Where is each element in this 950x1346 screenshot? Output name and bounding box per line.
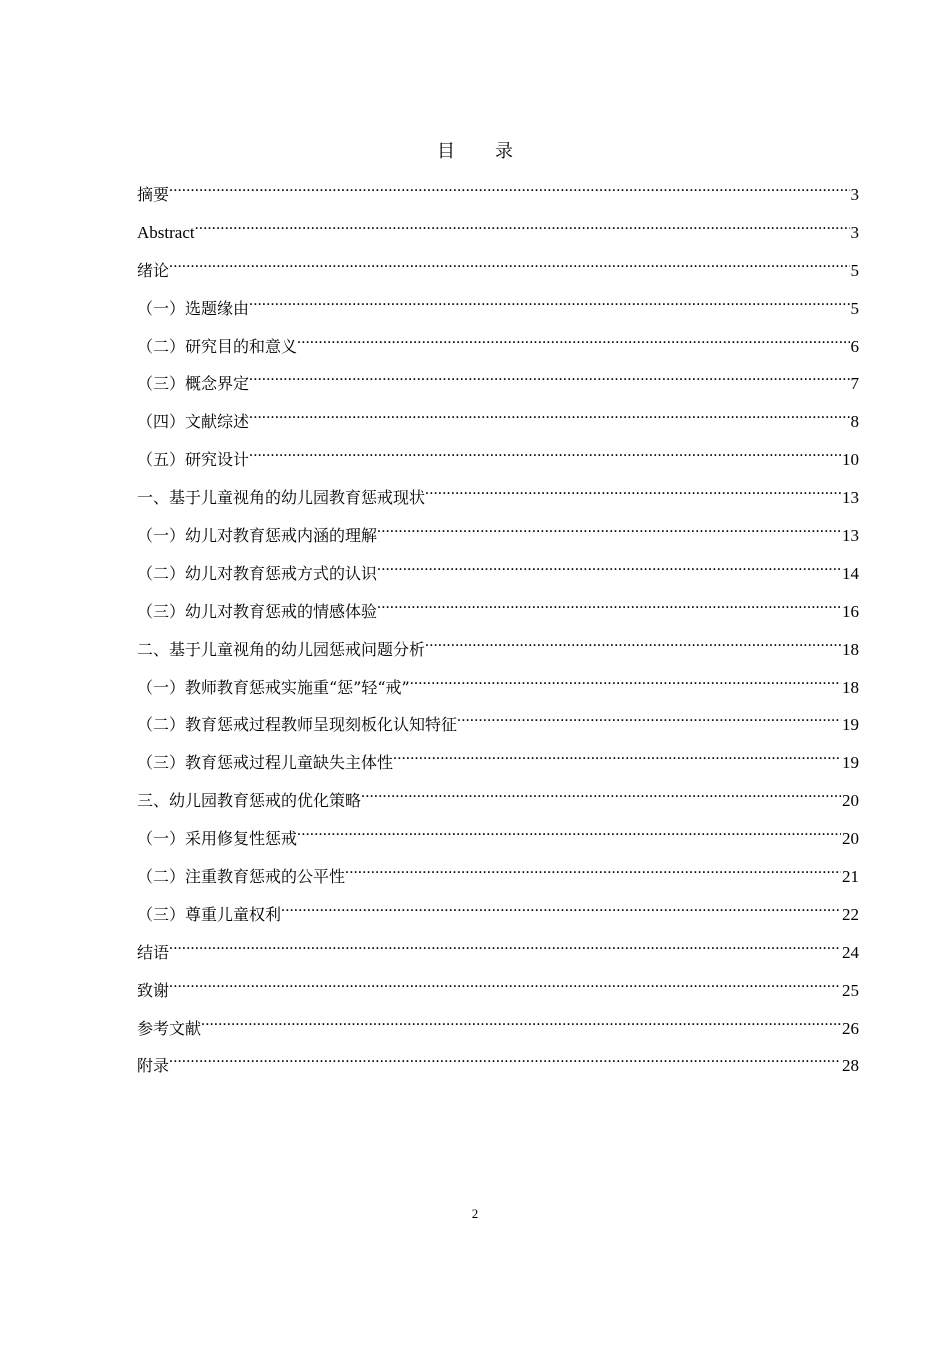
toc-leader-dots bbox=[425, 629, 841, 655]
toc-leader-dots bbox=[297, 326, 849, 352]
toc-entry[interactable] bbox=[137, 363, 859, 401]
toc-entry-page: 7 bbox=[850, 374, 859, 394]
toc-leader-dots bbox=[169, 1045, 841, 1071]
toc-entry-page: 21 bbox=[842, 867, 859, 887]
toc-entry-label: 三、幼儿园教育惩戒的优化策略 bbox=[137, 791, 362, 811]
toc-entry[interactable] bbox=[137, 250, 859, 288]
toc-leader-dots bbox=[249, 363, 849, 389]
toc-entry-label: 致谢 bbox=[137, 980, 170, 1000]
toc-entry[interactable] bbox=[137, 288, 859, 326]
toc-entry-label: （四）文献综述 bbox=[137, 412, 250, 432]
toc-entry[interactable] bbox=[137, 591, 859, 629]
toc-entry-page: 5 bbox=[850, 298, 859, 318]
toc-entry[interactable] bbox=[137, 439, 859, 477]
toc-entry[interactable] bbox=[137, 970, 859, 1008]
toc-entry-page: 6 bbox=[850, 336, 859, 356]
toc-leader-dots bbox=[249, 439, 841, 465]
toc-entry-page: 20 bbox=[842, 791, 859, 811]
toc-entry[interactable] bbox=[137, 174, 859, 212]
toc-entry-page: 3 bbox=[850, 222, 859, 242]
toc-entry-page: 19 bbox=[842, 715, 859, 735]
toc-entry-label: 绪论 bbox=[137, 260, 170, 280]
toc-entry-label: （三）幼儿对教育惩戒的情感体验 bbox=[137, 601, 378, 621]
toc-leader-dots bbox=[393, 742, 841, 768]
toc-entry-page: 26 bbox=[842, 1018, 859, 1038]
toc-entry-label: 二、基于儿童视角的幼儿园惩戒问题分析 bbox=[137, 639, 426, 659]
toc-entry-label: （二）注重教育惩戒的公平性 bbox=[137, 867, 346, 887]
toc-entry[interactable] bbox=[137, 894, 859, 932]
toc-leader-dots bbox=[169, 250, 849, 276]
toc-entry[interactable] bbox=[137, 326, 859, 364]
toc-leader-dots bbox=[169, 932, 841, 958]
page-number: 2 bbox=[471, 1206, 479, 1221]
toc-leader-dots bbox=[425, 477, 841, 503]
toc-entry-label: 一、基于儿童视角的幼儿园教育惩戒现状 bbox=[137, 488, 426, 508]
toc-entry-label: （二）幼儿对教育惩戒方式的认识 bbox=[137, 563, 378, 583]
toc-leader-dots bbox=[345, 856, 841, 882]
toc-entry-page: 22 bbox=[842, 904, 859, 924]
toc-entry[interactable] bbox=[137, 780, 859, 818]
toc-entry-label: （三）概念界定 bbox=[137, 374, 250, 394]
toc-entry[interactable] bbox=[137, 515, 859, 553]
toc-entry-page: 14 bbox=[842, 563, 859, 583]
toc-entry-label: 参考文献 bbox=[137, 1018, 202, 1038]
toc-list bbox=[137, 174, 859, 1083]
toc-entry-label: 附录 bbox=[137, 1056, 170, 1076]
toc-leader-dots bbox=[169, 970, 841, 996]
toc-entry[interactable] bbox=[137, 742, 859, 780]
toc-leader-dots bbox=[377, 591, 841, 617]
toc-entry-page: 8 bbox=[850, 412, 859, 432]
toc-leader-dots bbox=[410, 667, 841, 693]
toc-entry[interactable] bbox=[137, 401, 859, 439]
toc-entry-page: 3 bbox=[850, 185, 859, 204]
toc-entry[interactable] bbox=[137, 629, 859, 667]
toc-entry-page: 16 bbox=[842, 601, 859, 621]
toc-leader-dots bbox=[201, 1008, 841, 1034]
toc-leader-dots bbox=[361, 780, 841, 806]
toc-entry-page: 10 bbox=[842, 450, 859, 470]
toc-entry-label: （一）选题缘由 bbox=[137, 298, 250, 318]
toc-entry[interactable] bbox=[137, 477, 859, 515]
toc-entry-label: （二）研究目的和意义 bbox=[137, 336, 298, 356]
toc-entry-label: （一）采用修复性惩戒 bbox=[137, 829, 298, 849]
toc-entry-label: （三）教育惩戒过程儿童缺失主体性 bbox=[137, 753, 394, 773]
toc-title-part-2: 录 bbox=[495, 141, 513, 162]
toc-entry-page: 25 bbox=[842, 980, 859, 1000]
toc-entry[interactable] bbox=[137, 1045, 859, 1083]
toc-leader-dots bbox=[457, 704, 841, 730]
toc-leader-dots bbox=[281, 894, 841, 920]
toc-entry[interactable] bbox=[137, 932, 859, 970]
toc-entry-page: 19 bbox=[842, 753, 859, 773]
toc-entry-page: 28 bbox=[842, 1056, 859, 1076]
toc-entry-page: 20 bbox=[842, 829, 859, 849]
toc-entry-page: 5 bbox=[850, 260, 859, 280]
toc-entry-label: Abstract bbox=[137, 222, 195, 242]
toc-entry[interactable] bbox=[137, 553, 859, 591]
toc-entry-label: （一）幼儿对教育惩戒内涵的理解 bbox=[137, 526, 378, 546]
toc-entry-label: （五）研究设计 bbox=[137, 450, 250, 470]
toc-entry-label: 结语 bbox=[137, 942, 170, 962]
toc-entry-label: （二）教育惩戒过程教师呈现刻板化认知特征 bbox=[137, 715, 458, 735]
toc-entry-label: 摘要 bbox=[137, 185, 170, 204]
toc-leader-dots bbox=[377, 515, 841, 541]
toc-entry[interactable] bbox=[137, 818, 859, 856]
toc-entry-label: （三）尊重儿童权利 bbox=[137, 904, 282, 924]
toc-entry[interactable] bbox=[137, 667, 859, 705]
toc-entry-page: 13 bbox=[842, 526, 859, 546]
toc-entry-page: 18 bbox=[842, 677, 859, 697]
toc-entry[interactable] bbox=[137, 856, 859, 894]
toc-entry[interactable] bbox=[137, 1008, 859, 1046]
toc-entry[interactable] bbox=[137, 704, 859, 742]
toc-leader-dots bbox=[297, 818, 841, 844]
toc-entry[interactable] bbox=[137, 212, 859, 250]
toc-leader-dots bbox=[249, 288, 849, 314]
toc-leader-dots bbox=[249, 401, 849, 427]
toc-title bbox=[0, 140, 950, 164]
toc-entry-page: 13 bbox=[842, 488, 859, 508]
toc-entry-page: 24 bbox=[842, 942, 859, 962]
toc-leader-dots bbox=[377, 553, 841, 579]
toc-title-part-1: 目 bbox=[437, 141, 455, 162]
toc-leader-dots bbox=[195, 212, 850, 238]
toc-entry-page: 18 bbox=[842, 639, 859, 659]
toc-leader-dots bbox=[169, 174, 849, 200]
toc-entry-label: （一）教师教育惩戒实施重“惩”轻“戒” bbox=[137, 677, 410, 697]
